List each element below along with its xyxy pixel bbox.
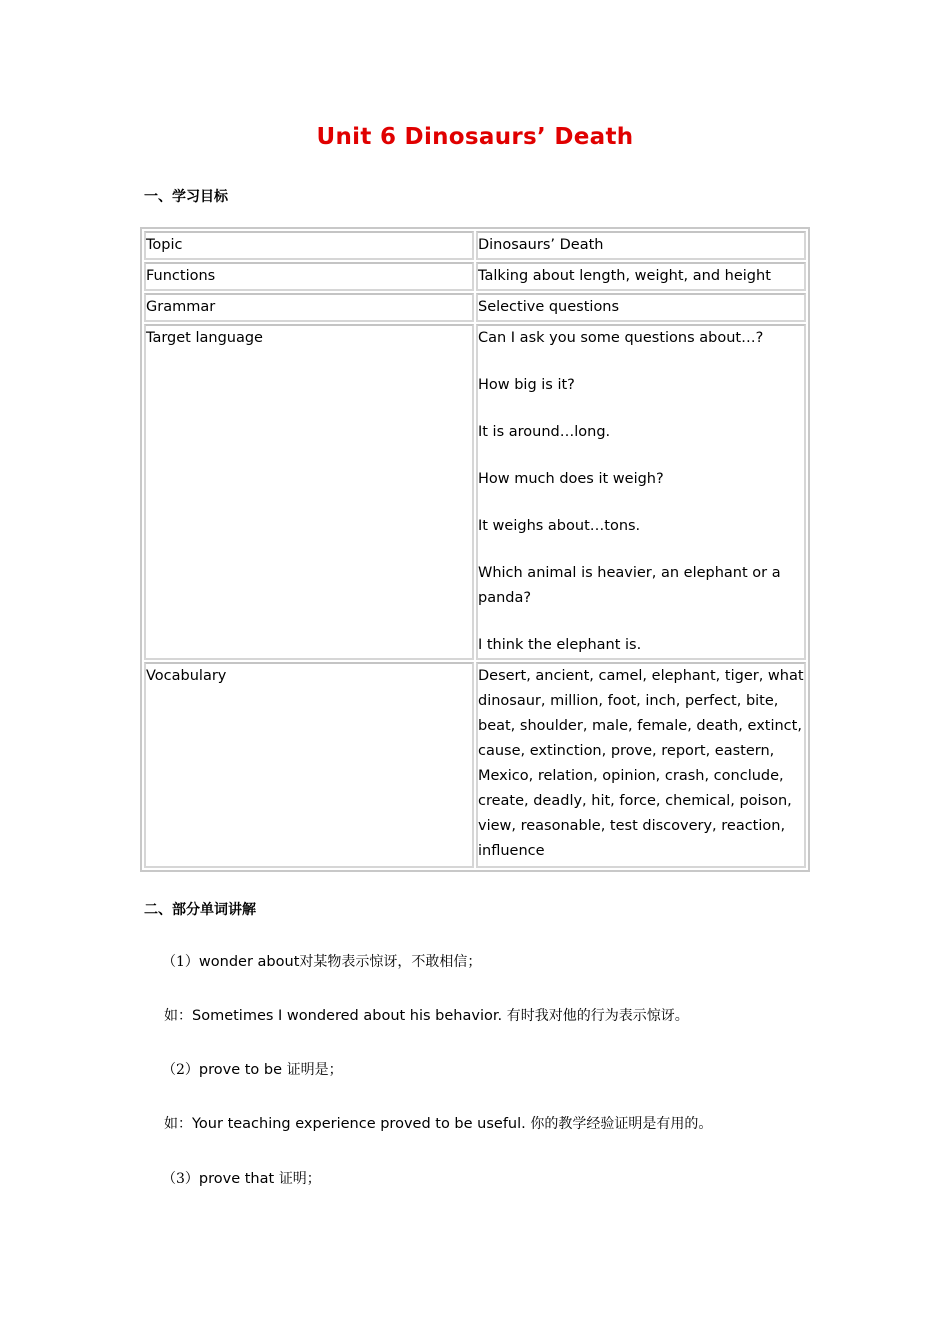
target-language-line: Can I ask you some questions about…? [477,330,764,346]
item-number: （3） [162,1171,199,1187]
item-phrase: wonder about [198,954,300,970]
row-label: Functions [144,262,474,291]
page-title: Unit 6 Dinosaurs’ Death [316,124,634,150]
item-number: （2） [162,1062,199,1078]
example-prefix: 如： [164,1008,192,1024]
section-heading-objectives: 一、学习目标 [144,189,228,205]
row-label: Vocabulary [144,662,474,868]
section-heading-vocabulary-notes: 二、部分单词讲解 [144,902,256,918]
objectives-table [140,227,810,872]
item-phrase: prove to be [198,1062,283,1078]
item-phrase: prove that [198,1171,275,1187]
table-row-vocabulary [144,662,806,868]
table-row-target-language [144,324,806,660]
example-1 [164,1005,689,1027]
table-row-functions [144,262,806,291]
target-language-line: How big is it? [477,377,575,393]
item-meaning: 证明； [278,1171,321,1187]
item-meaning: 对某物表示惊讶，不敢相信； [299,954,482,970]
vocab-item-3 [162,1168,321,1190]
example-2 [164,1113,712,1135]
target-language-cell [476,324,806,660]
row-label: Target language [144,324,474,660]
table-row-topic [144,231,806,260]
item-number: （1） [162,954,199,970]
row-label: Grammar [144,293,474,322]
item-meaning: 证明是； [286,1062,343,1078]
row-value: Talking about length, weight, and height [476,262,806,291]
example-english: Sometimes I wondered about his behavior. [192,1008,503,1024]
target-language-line: It is around…long. [477,424,611,440]
example-english: Your teaching experience proved to be useful. [192,1116,526,1132]
row-value: Dinosaurs’ Death [476,231,806,260]
example-prefix: 如： [164,1116,192,1132]
row-label: Topic [144,231,474,260]
vocab-item-2 [162,1059,343,1081]
target-language-line: I think the elephant is. [477,637,642,653]
example-chinese: 你的教学经验证明是有用的。 [530,1116,713,1132]
row-value: Selective questions [476,293,806,322]
vocabulary-cell: Desert, ancient, camel, elephant, tiger, what dinosaur, million, foot, inch, perfect, bite, beat, shoulder, male, female, death, extinct, cause, extinction, prove, report, eastern, Mexico, relation, opinion, crash, conclude, create, deadly, hit, force, chemical, poison, view, reasonable, test discovery, reaction, influence [476,662,806,868]
target-language-line: How much does it weigh? [477,471,664,487]
target-language-line: It weighs about…tons. [477,518,641,534]
table-row-grammar [144,293,806,322]
vocab-item-1 [162,951,481,973]
target-language-line: Which animal is heavier, an elephant or a panda? [477,565,781,606]
example-chinese: 有时我对他的行为表示惊讶。 [506,1008,689,1024]
